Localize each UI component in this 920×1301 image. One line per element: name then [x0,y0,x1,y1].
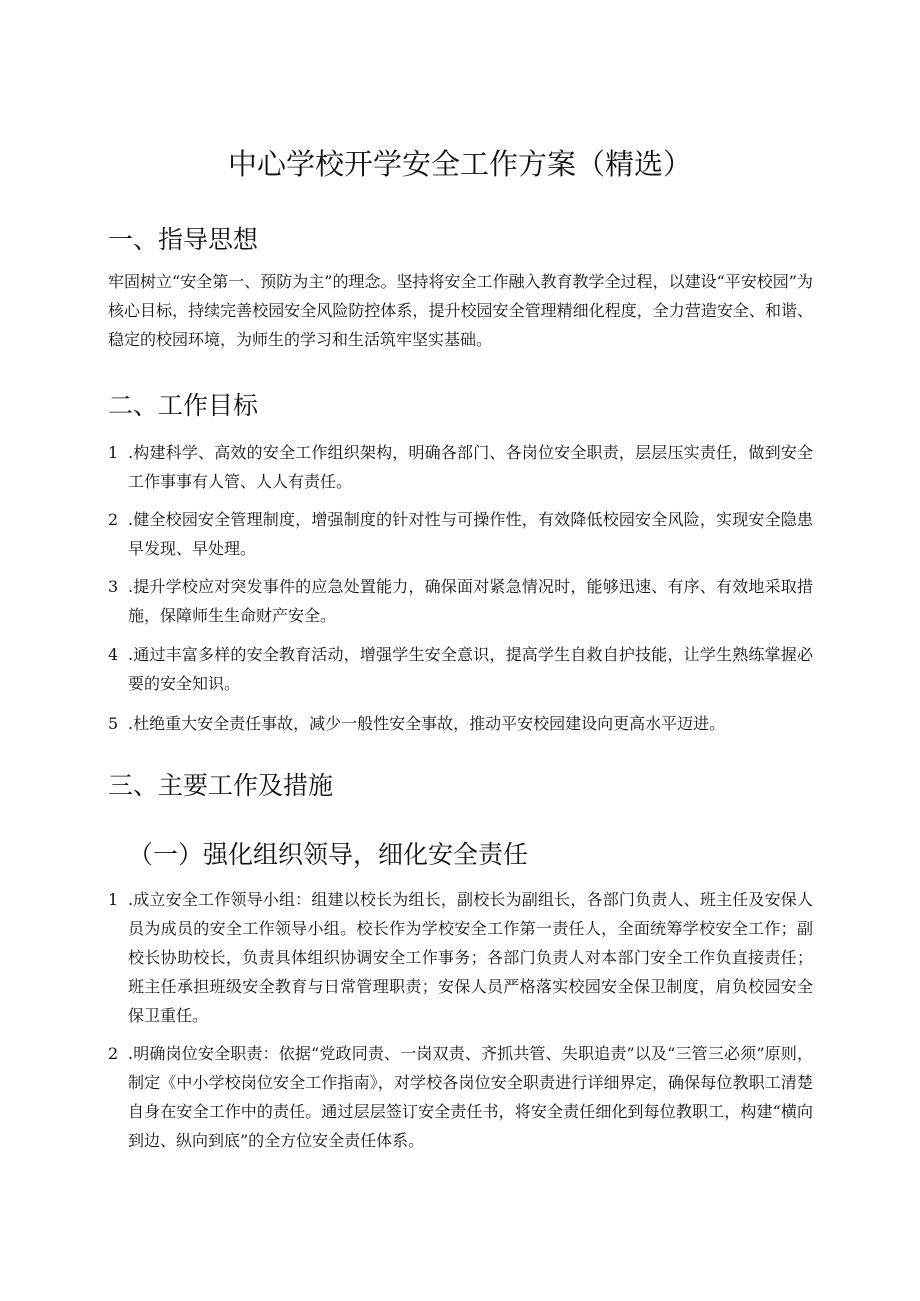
goal-item-number: 3 [108,577,119,596]
section-heading-main-work: 三、主要工作及措施 [108,771,334,800]
measure-item-1 [108,885,813,1030]
goal-item-text: .构建科学、高效的安全工作组织架构，明确各部门、各岗位安全职责，层层压实责任，做到安全工作事事有人管、人人有责任。 [128,443,813,491]
goal-item-number: 5 [108,714,119,733]
section-heading-work-goals: 二、工作目标 [108,391,259,420]
subsection-heading-organization: （一）强化组织领导，细化安全责任 [128,840,529,869]
goal-item-1 [108,438,813,496]
goal-item-text: .通过丰富多样的安全教育活动，增强学生安全意识，提高学生自救自护技能，让学生熟练掌握必要的安全知识。 [128,645,813,693]
measure-item-number: 2 [108,1044,119,1063]
measure-item-2 [108,1039,813,1155]
goal-item-number: 4 [108,645,119,664]
goal-item-4 [108,640,813,698]
goal-item-number: 2 [108,510,119,529]
goal-item-number: 1 [108,443,119,462]
measure-item-text: .明确岗位安全职责：依据“党政同责、一岗双责、齐抓共管、失职追责”以及“三管三必须”原则，制定《中小学校岗位安全工作指南》，对学校各岗位安全职责进行详细界定，确保每位教职工清楚自身在安全工作中的责任。通过层层签订安全责任书，将安全责任细化到每位教职工，构建“横向到边、纵向到底”的全方位安全责任体系。 [128,1044,813,1150]
goal-item-text: .杜绝重大安全责任事故，减少一般性安全事故，推动平安校园建设向更高水平迈进。 [128,714,726,733]
goal-item-2 [108,505,813,563]
measure-item-text: .成立安全工作领导小组：组建以校长为组长，副校长为副组长，各部门负责人、班主任及安保人员为成员的安全工作领导小组。校长作为学校安全工作第一责任人，全面统筹学校安全工作；副校长协助校长，负责具体组织协调安全工作事务；各部门负责人对本部门安全工作负直接责任；班主任承担班级安全教育与日常管理职责；安保人员严格落实校园安全保卫制度，肩负校园安全保卫重任。 [128,890,813,1025]
goal-item-text: .健全校园安全管理制度，增强制度的针对性与可操作性，有效降低校园安全风险，实现安全隐患早发现、早处理。 [128,510,813,558]
section-heading-guiding-ideology: 一、指导思想 [108,225,259,254]
document-title: 中心学校开学安全工作方案（精选） [227,147,692,181]
section-paragraph-guiding-ideology: 牢固树立“安全第一、预防为主”的理念。坚持将安全工作融入教育教学全过程，以建设“平安校园”为核心目标，持续完善校园安全风险防控体系，提升校园安全管理精细化程度，全力营造安全、和谐、稳定的校园环境，为师生的学习和生活筑牢坚实基础。 [108,272,813,349]
goal-item-text: .提升学校应对突发事件的应急处置能力，确保面对紧急情况时，能够迅速、有序、有效地采取措施，保障师生生命财产安全。 [128,577,813,625]
measure-item-number: 1 [108,890,119,909]
goal-item-3 [108,572,813,630]
goal-item-5 [108,709,813,738]
